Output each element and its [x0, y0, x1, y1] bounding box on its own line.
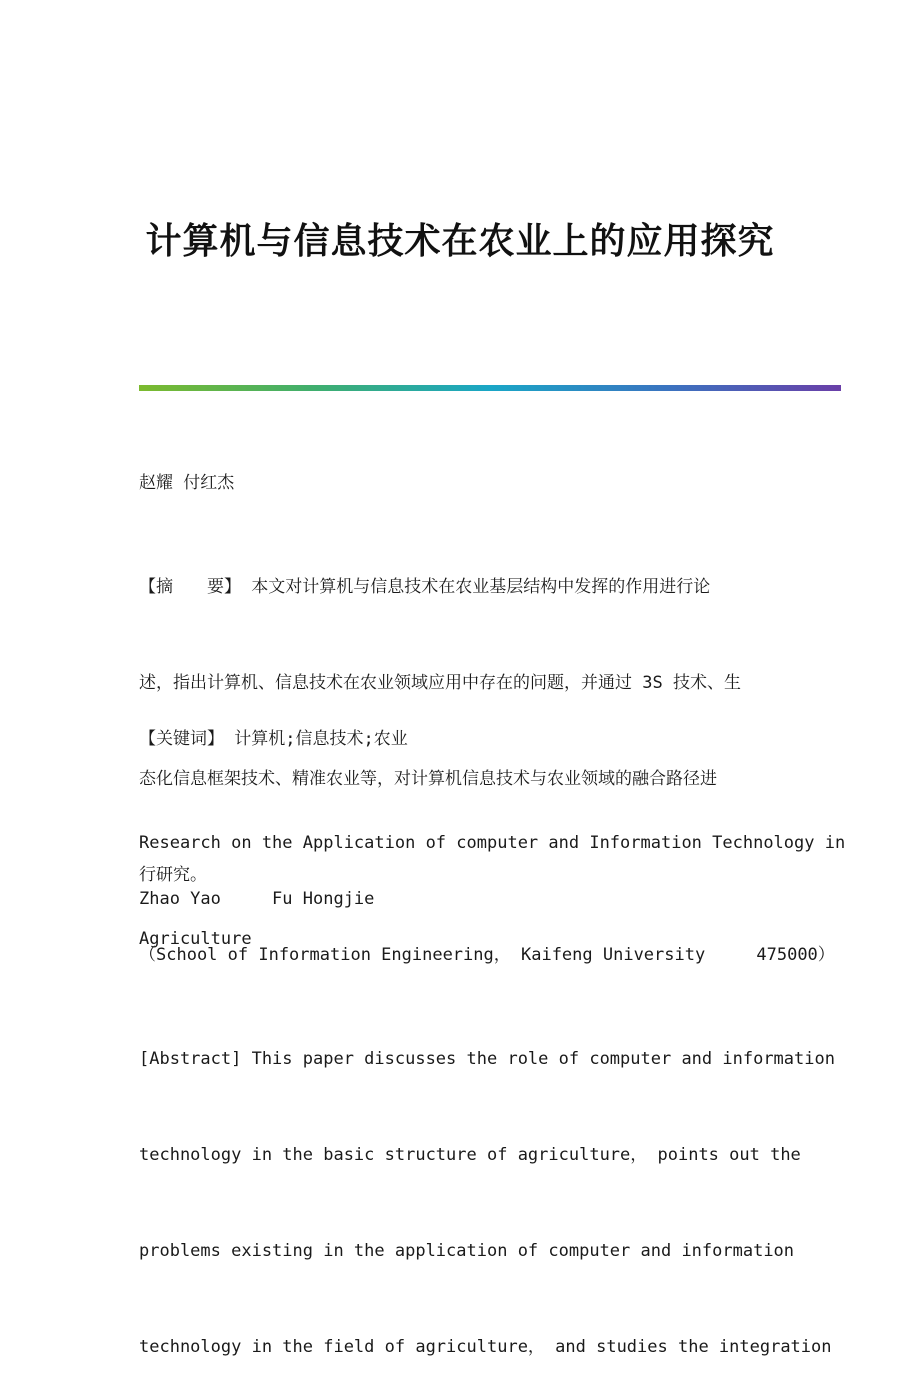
paper-title: 计算机与信息技术在农业上的应用探究 — [145, 220, 775, 262]
abstract-en-line-4: technology in the field of agriculture， and studies the integration — [139, 1337, 832, 1357]
abstract-en — [139, 987, 835, 1395]
keywords-cn-label: 【关键词】 — [139, 729, 224, 749]
abstract-cn-label: 【摘 要】 — [139, 577, 241, 597]
authors-en: Zhao Yao Fu Hongjie — [139, 889, 375, 909]
title-en-line-2: Agriculture — [139, 929, 252, 949]
keywords-cn-value: 计算机;信息技术;农业 — [234, 729, 408, 749]
abstract-en-line-2: technology in the basic structure of agriculture， points out the — [139, 1145, 801, 1165]
title-en-line-1: Research on the Application of computer and Information Technology in — [139, 833, 846, 853]
abstract-en-line-1: [Abstract] This paper discusses the role of computer and information — [139, 1049, 835, 1069]
keywords-cn — [139, 727, 789, 751]
abstract-cn-line-4: 行研究。 — [139, 865, 207, 885]
abstract-cn-line-3: 态化信息框架技术、精准农业等，对计算机信息技术与农业领域的融合路径进 — [139, 769, 717, 789]
authors-cn: 赵耀 付红杰 — [139, 473, 235, 493]
abstract-cn-text-1: 本文对计算机与信息技术在农业基层结构中发挥的作用进行论 — [251, 577, 711, 597]
affiliation-en: （School of Information Engineering， Kaifeng University 475000） — [139, 945, 835, 965]
title-divider — [139, 385, 841, 391]
abstract-cn-line-2: 述，指出计算机、信息技术在农业领域应用中存在的问题，并通过 3S 技术、生 — [139, 673, 741, 693]
abstract-en-line-3: problems existing in the application of computer and information — [139, 1241, 795, 1261]
abstract-cn-line-1 — [139, 563, 789, 611]
